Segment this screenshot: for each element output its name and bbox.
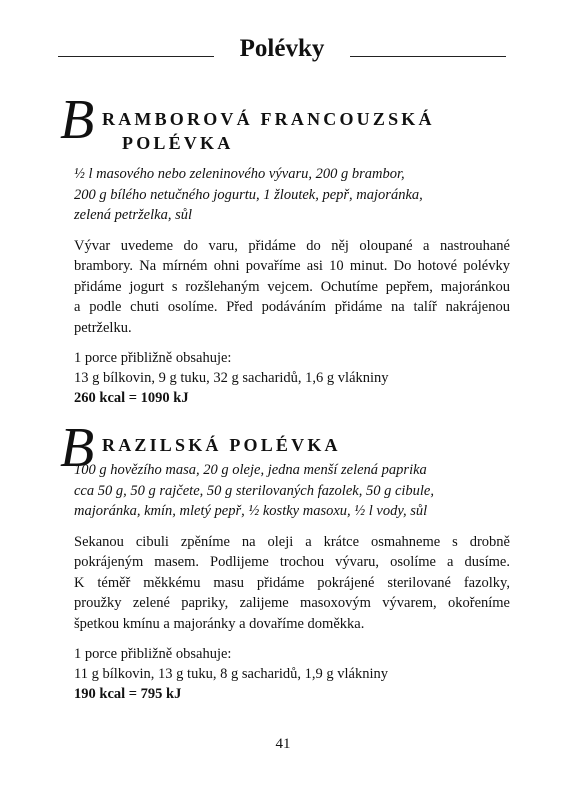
- nutrition-intro: 1 porce přibližně obsahuje:: [74, 646, 232, 662]
- instructions-line: Vývar uvedeme do varu, přidáme do něj oloupané a nastrouhané: [74, 237, 510, 254]
- instructions-line: přidáme jogurt s rozšlehaným vejcem. Ochutíme pepřem, majoránkou: [74, 278, 510, 295]
- recipe-title: [60, 89, 510, 164]
- nutrition-values: 13 g bílkovin, 9 g tuku, 32 g sacharidů, 1,6 g vlákniny: [74, 370, 389, 386]
- instructions-line: brambory. Na mírném ohni povaříme asi 10 minut. Do hotové polévky: [74, 258, 510, 274]
- instructions-line: K téměř měkkému masu přidáme pokrájené sterilované fazolky,: [74, 574, 510, 591]
- instructions-line: špetkou kmínu a majoránky a dovaříme doměkka.: [74, 615, 365, 632]
- ingredients-line: majoránka, kmín, mletý pepř, ½ kostky masoxu, ½ l vody, sůl: [74, 503, 428, 519]
- ingredients-line: 100 g hovězího masa, 20 g oleje, jedna menší zelená paprika: [74, 462, 427, 478]
- section-title: Polévky: [239, 35, 325, 62]
- ingredients-line: 200 g bílého netučného jogurtu, 1 žloutek, pepř, majoránka,: [74, 186, 423, 203]
- instructions-line: proužky zelené papriky, zalijeme masoxovým vývarem, okořeníme: [74, 595, 510, 611]
- energy-value: 190 kcal = 795 kJ: [74, 686, 182, 702]
- nutrition-info: [74, 644, 510, 704]
- instructions-line: Sekanou cibuli zpěníme na oleji a krátce osmahneme s drobně: [74, 533, 510, 550]
- nutrition-intro: 1 porce přibližně obsahuje:: [74, 350, 232, 366]
- ingredients-line: cca 50 g, 50 g rajčete, 50 g sterilovaných fazolek, 50 g cibule,: [74, 482, 434, 499]
- nutrition-info: [74, 348, 510, 408]
- recipe-potato-soup: [60, 89, 510, 408]
- section-header: [58, 34, 506, 68]
- instructions-line: petrželku.: [74, 319, 132, 336]
- instructions-line: pokrájeným masem. Podlijeme trochou vývaru, osolíme a dusíme.: [74, 554, 510, 570]
- recipe-brazilian-soup: [60, 417, 510, 704]
- drop-cap: B: [60, 89, 95, 151]
- recipe-title-line: POLÉVKA: [122, 133, 234, 153]
- recipe-title-line: RAZILSKÁ POLÉVKA: [102, 435, 341, 455]
- instructions: [74, 532, 510, 635]
- ingredients: [74, 460, 510, 522]
- recipe-title-line: RAMBOROVÁ FRANCOUZSKÁ: [102, 109, 435, 129]
- header-rule-right: [350, 56, 506, 57]
- ingredients: [74, 164, 510, 226]
- drop-cap: B: [60, 417, 95, 479]
- instructions: [74, 236, 510, 339]
- ingredients-line: ½ l masového nebo zeleninového vývaru, 200 g brambor,: [74, 166, 405, 182]
- page-number: 41: [275, 736, 291, 752]
- instructions-line: a podle chuti osolíme. Před podáváním přidáme na talíř nakrájenou: [74, 299, 510, 315]
- nutrition-values: 11 g bílkovin, 13 g tuku, 8 g sacharidů, 1,9 g vlákniny: [74, 666, 389, 682]
- energy-value: 260 kcal = 1090 kJ: [74, 390, 189, 406]
- header-rule-left: [58, 56, 214, 57]
- ingredients-line: zelená petrželka, sůl: [74, 207, 192, 223]
